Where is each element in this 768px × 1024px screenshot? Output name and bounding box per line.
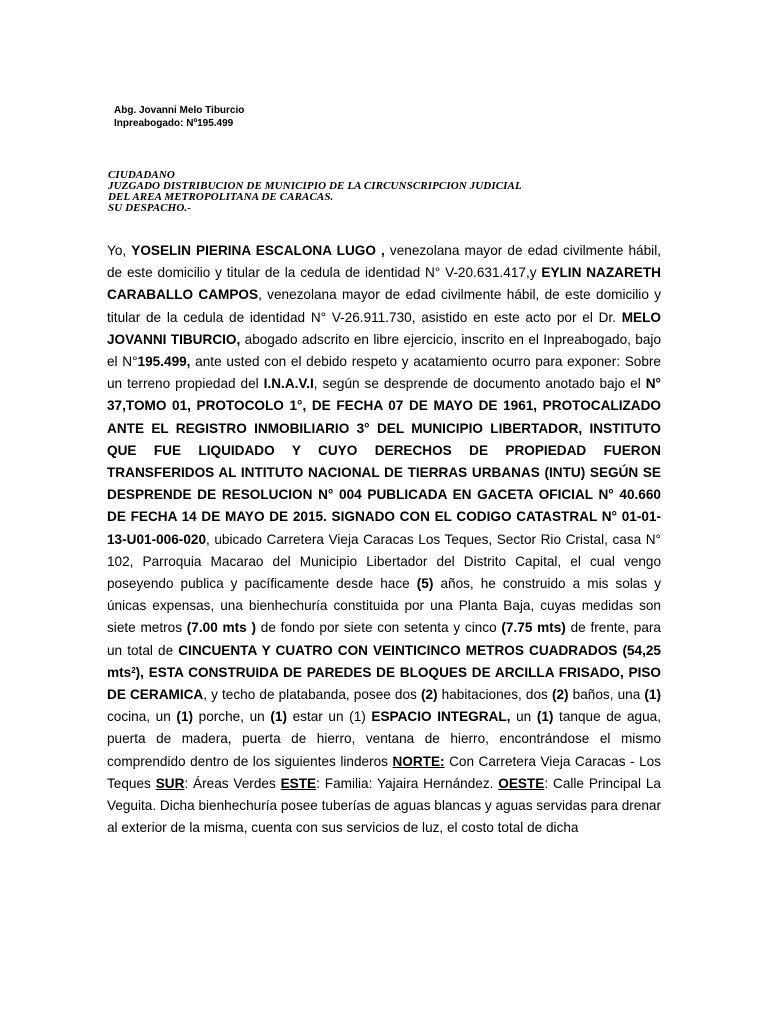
text-segment: Yo, xyxy=(107,243,132,258)
boundary-west: OESTE xyxy=(498,775,545,791)
lawyer-name: Abg. Jovanni Melo Tiburcio xyxy=(114,105,245,116)
count: (1) xyxy=(176,709,194,725)
text-segment: de fondo por siete con setenta y cinco xyxy=(256,620,502,636)
count: (1) xyxy=(644,687,662,703)
addressee-line-1: CIUDADANO xyxy=(108,169,175,181)
registry-details: N° 37,TOMO 01, PROTOCOLO 1°, DE FECHA 07 DE MAYO DE 1961, PROTOCALIZADO ANTE EL REGISTRO INMOBILIARIO 3° DEL MUNICIPIO LIBERTADOR, INSTITUTO QUE FUE LIQUIDADO Y CUYO DERECHOS DE PROPIEDAD FUERON TRANSFERIDOS AL INTITUTO NACIONAL DE TIERRAS URBANAS (INTU) SEGÚN SE DESPRENDE DE RESOLUCION N° 004 PUBLICADA EN GACETA OFICIAL N° 40.660 DE FECHA 14 DE MAYO DE 2015. SIGNADO CON EL CODIGO CATASTRAL N° 01-01-13-U01-006-020 xyxy=(107,376,661,547)
text-segment: años, he construido a mis solas y únicas expensas, una bienhechuría constituida por una Planta Baja, cuyas medidas son siete metros xyxy=(107,576,662,636)
text-segment: un xyxy=(510,709,537,725)
addressee-line-3: DEL AREA METROPOLITANA DE CARACAS. xyxy=(108,191,334,203)
text-segment: ante usted con el debido respeto y acatamiento ocurro para exponer: Sobre un terreno propiedad del xyxy=(107,354,661,392)
applicant-2-name: EYLIN NAZARETH CARABALLO CAMPOS xyxy=(107,265,661,303)
front-measure: (7.75 mts) xyxy=(501,620,566,636)
count: (2) xyxy=(551,687,569,703)
count: (1) xyxy=(536,709,554,725)
applicant-1-name: YOSELIN PIERINA ESCALONA LUGO , xyxy=(131,243,385,258)
text-segment: baños, una xyxy=(568,687,645,703)
total-area: CINCUENTA Y CUATRO CON VEINTICINCO METROS CUADRADOS (54,25 mts$^2$), ESTA CONSTRUIDA DE PAREDES DE BLOQUES DE ARCILLA FRISADO, PISO DE CERAMICA xyxy=(107,642,661,703)
text-segment: venezolana mayor de edad civilmente hábil, de este domicilio y titular de la cedula de identidad N° V-20.631.417,y xyxy=(107,243,661,281)
integral-space: ESPACIO INTEGRAL, xyxy=(371,709,511,725)
text-segment: habitaciones, dos xyxy=(437,687,552,703)
boundary-north: NORTE: xyxy=(392,753,445,769)
text-segment: cocina, un xyxy=(107,709,177,725)
text-segment: , y techo de platabanda, posee dos xyxy=(203,687,421,703)
text-segment: de frente, para un total de xyxy=(107,620,661,658)
boundary-south: SUR xyxy=(155,775,185,791)
text-segment: : Áreas Verdes xyxy=(184,775,281,791)
count: (2) xyxy=(420,687,438,703)
text-segment: estar un (1) xyxy=(286,709,372,725)
text-segment: porche, un xyxy=(193,709,271,725)
text-segment: , venezolana mayor de edad civilmente hábil, de este domicilio y titular de la cedula de identidad N° V-26.911.730, asistido en este acto por el Dr. xyxy=(107,287,661,325)
addressee-line-2: JUZGADO DISTRIBUCION DE MUNICIPIO DE LA CIRCUNSCRIPCION JUDICIAL xyxy=(108,180,522,192)
lawyer-name-inline: MELO JOVANNI TIBURCIO, xyxy=(107,309,661,347)
text-segment: : Calle Principal La Veguita. Dicha bienhechuría posee tuberías de aguas blancas y aguas servidas para drenar al exterior de la misma, cuenta con sus servicios de luz, el costo total de dicha xyxy=(107,775,661,836)
count: (1) xyxy=(270,709,287,725)
institution-name: I.N.A.V.I xyxy=(263,376,314,392)
text-segment: : Familia: Yajaira Hernández. xyxy=(316,775,499,791)
text-segment: , ubicado Carretera Vieja Caracas Los Teques, Sector Rio Cristal, casa N° 102, Parroquia Macarao del Municipio Libertador del Distrito Capital, el cual vengo poseyendo publica y pacíficamente desde hace xyxy=(107,531,661,592)
addressee-block xyxy=(108,170,708,214)
text-segment: , según se desprende de documento anotado bajo el xyxy=(313,376,646,392)
lawyer-registration: Inpreabogado: Nº195.499 xyxy=(114,118,234,129)
addressee-line-4: SU DESPACHO.- xyxy=(108,202,191,214)
text-segment: tanque de agua, puerta de madera, puerta de hierro, ventana de hierro, encontrándose el mismo comprendido dentro de los siguientes linderos xyxy=(107,709,661,769)
lawyer-header xyxy=(114,104,244,130)
depth-measure: (7.00 mts ) xyxy=(186,620,256,636)
registration-number: 195.499, xyxy=(137,354,191,370)
text-segment: Con Carretera Vieja Caracas - Los Teques xyxy=(107,753,661,791)
superscript-2: 2 xyxy=(131,665,136,675)
boundary-east: ESTE xyxy=(280,775,317,791)
years-count: (5) xyxy=(416,576,434,592)
body-paragraph xyxy=(107,240,661,839)
text-segment: abogado adscrito en libre ejercicio, inscrito en el Inpreabogado, bajo el N° xyxy=(107,331,662,370)
